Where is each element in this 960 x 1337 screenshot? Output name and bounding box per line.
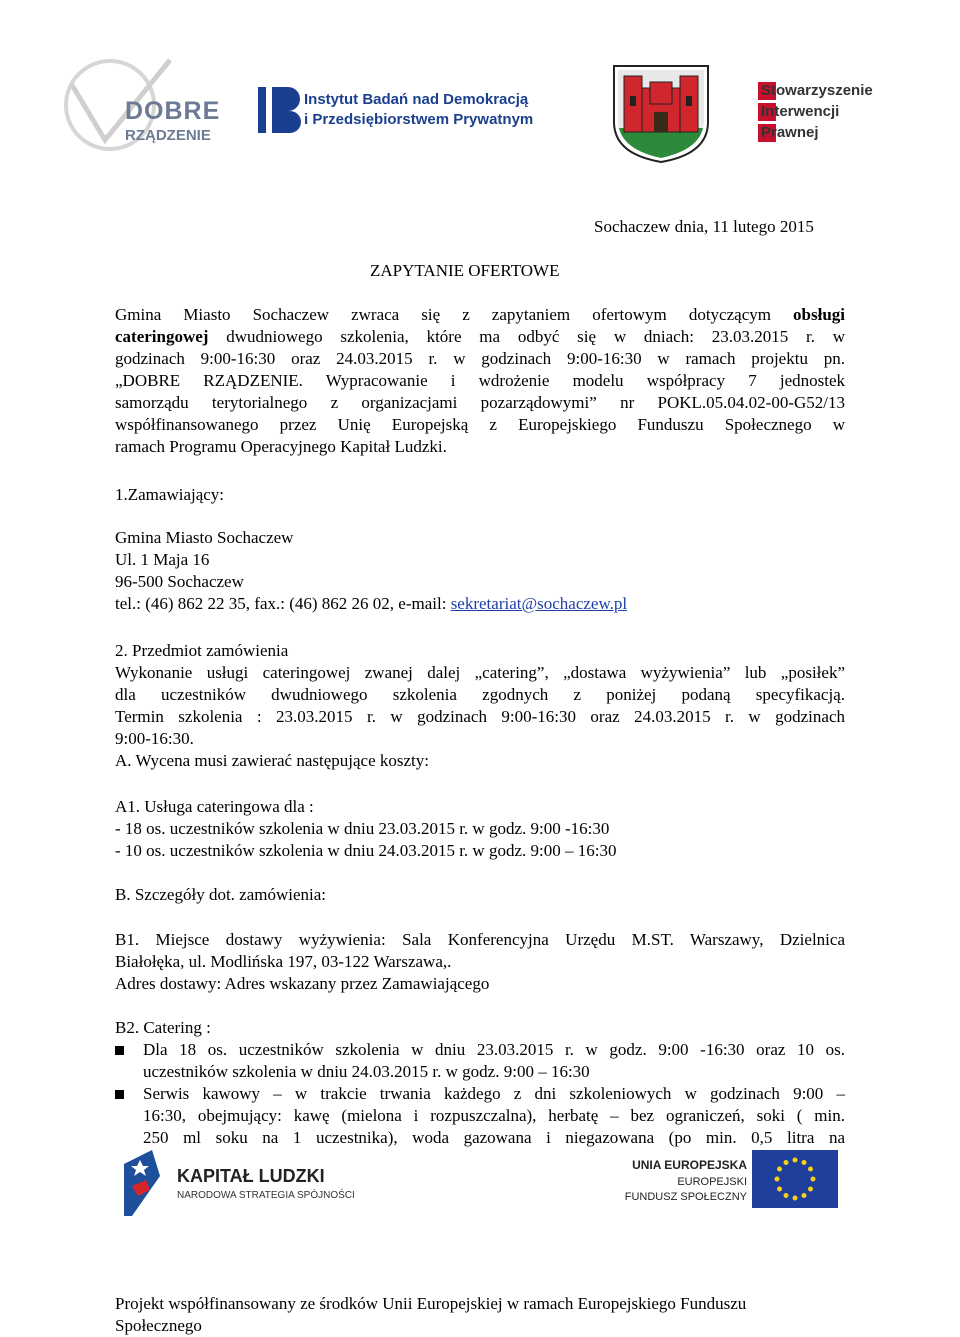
castle-shield-icon: [610, 62, 712, 164]
contractor-name: Gmina Miasto Sochaczew: [115, 528, 294, 547]
bullet1-line-2: uczestników szkolenia w dniu 24.03.2015 r. w godz. 9:00 – 16:30: [143, 1062, 590, 1081]
logo1-line2: RZĄDZENIE: [125, 127, 211, 144]
intro-line-4: „DOBRE RZĄDZENIE. Wypracowanie i wdrożenie modelu współpracy 7 jednostek: [115, 371, 845, 390]
bullet-square-icon: [115, 1046, 124, 1055]
section-a-heading: A. Wycena musi zawierać następujące koszty:: [115, 751, 429, 770]
section1-heading: 1.Zamawiający:: [115, 485, 225, 504]
ibd-mark-icon: [258, 85, 308, 135]
unia-europejska-text: [617, 1158, 747, 1218]
intro-line-5: samorządu terytorialnego z organizacjami pozarządowymi” nr POKL.05.04.02-00-G52/13: [115, 393, 845, 412]
ue-line2: EUROPEJSKI: [677, 1176, 747, 1188]
contractor-street: Ul. 1 Maja 16: [115, 550, 210, 569]
document-title: ZAPYTANIE OFERTOWE: [370, 261, 560, 280]
kapital-ludzki-logo: [122, 1146, 362, 1218]
section2-line-3: Termin szkolenia : 23.03.2015 r. w godzinach 9:00-16:30 oraz 24.03.2015 r. w godzinach: [115, 707, 845, 726]
intro-text-1a: Gmina Miasto Sochaczew zwraca się z zapytaniem ofertowym dotyczącym: [115, 305, 771, 324]
logo4-line3: Prawnej: [761, 124, 819, 141]
bullet1-line-1: Dla 18 os. uczestników szkolenia w dniu 23.03.2015 r. w godz. 9:00 -16:30 oraz 10 os.: [143, 1040, 845, 1059]
email-link[interactable]: sekretariat@sochaczew.pl: [450, 594, 628, 613]
section2-line-4: 9:00-16:30.: [115, 729, 194, 748]
contractor-contact: [115, 593, 627, 615]
kl-line1: KAPITAŁ LUDZKI: [177, 1166, 325, 1186]
a1-heading: A1. Usługa cateringowa dla :: [115, 797, 314, 816]
a1-item-2: - 10 os. uczestników szkolenia w dniu 24.03.2015 r. w godz. 9:00 – 16:30: [115, 841, 617, 860]
b1-line-2: Białołęka, ul. Modlińska 197, 03-122 Warszawa,.: [115, 952, 452, 971]
logo2-line1: Instytut Badań nad Demokracją: [304, 91, 529, 108]
b1-line-3: Adres dostawy: Adres wskazany przez Zamawiającego: [115, 974, 490, 993]
intro-line-3: godzinach 9:00-16:30 oraz 24.03.2015 r. w godzinach 9:00-16:30 w ramach projektu pn.: [115, 349, 845, 368]
b1-line-1: B1. Miejsce dostawy wyżywienia: Sala Konferencyjna Urzędu M.ST. Warszawy, Dzielnica: [115, 930, 845, 949]
section-b-heading: B. Szczegóły dot. zamówienia:: [115, 885, 327, 904]
eu-flag: [752, 1150, 838, 1208]
bullet-square-icon: [115, 1090, 124, 1099]
logo1-line1: DOBRE: [125, 97, 221, 125]
dobre-rzadzenie-logo: [60, 55, 220, 155]
kl-stars-icon: [122, 1146, 162, 1218]
kl-line2: NARODOWA STRATEGIA SPÓJNOŚCI: [177, 1190, 355, 1201]
bullet2-line-3: 250 ml soku na 1 uczestnika), woda gazowana i niegazowana (po min. 0,5 litra na: [143, 1128, 845, 1147]
intro-bold-2a: cateringowej: [115, 327, 209, 346]
b2-heading: B2. Catering :: [115, 1018, 211, 1037]
bullet2-line-1: Serwis kawowy – w trakcie trwania każdego z dni szkoleniowych w godzinach 9:00 –: [143, 1084, 845, 1103]
intro-bold-1b: obsługi: [793, 305, 846, 324]
contact-text: tel.: (46) 862 22 35, fax.: (46) 862 26 02, e-mail:: [115, 594, 451, 613]
intro-line-2: [115, 326, 845, 348]
intro-line-6: współfinansowanego przez Unię Europejską z Europejskiego Funduszu Społecznego w: [115, 415, 845, 434]
sochaczew-coat-of-arms: [610, 62, 712, 164]
intro-line-7: ramach Programu Operacyjnego Kapitał Ludzki.: [115, 437, 447, 456]
footer-line-2: Społecznego: [115, 1316, 202, 1335]
logo2-line2: i Przedsiębiorstwem Prywatnym: [304, 111, 534, 128]
footer-line-1: Projekt współfinansowany ze środków Unii Europejskiej w ramach Europejskiego Funduszu: [115, 1294, 747, 1313]
logo4-line1: Stowarzyszenie: [761, 82, 873, 99]
section2-line-2: dla uczestników dwudniowego szkolenia zgodnych z poniżej podaną specyfikacją.: [115, 685, 845, 704]
logo4-line2: Interwencji: [761, 103, 840, 120]
ue-line3: FUNDUSZ SPOŁECZNY: [624, 1191, 747, 1203]
intro-line-1: [115, 304, 845, 326]
ue-line1: UNIA EUROPEJSKA: [632, 1158, 747, 1172]
bullet2-line-2: 16:30, obejmujący: kawę (mielona i rozpuszczalna), herbatę – bez ograniczeń, soki ( min.: [143, 1106, 845, 1125]
a1-item-1: - 18 os. uczestników szkolenia w dniu 23.03.2015 r. w godz. 9:00 -16:30: [115, 819, 610, 838]
section2-heading: 2. Przedmiot zamówienia: [115, 641, 289, 660]
eu-stars-flag-icon: [752, 1150, 838, 1208]
section2-line-1: Wykonanie usługi cateringowej zwanej dalej „catering”, „dostawa wyżywienia” lub „posiłek”: [115, 663, 845, 682]
date-line: Sochaczew dnia, 11 lutego 2015: [594, 217, 814, 236]
ibd-logo: [258, 85, 558, 145]
sip-logo: [758, 82, 908, 146]
intro-text-2b: dwudniowego szkolenia, które ma odbyć się w dniach: 23.03.2015 r. w: [226, 327, 845, 346]
contractor-city: 96-500 Sochaczew: [115, 572, 244, 591]
